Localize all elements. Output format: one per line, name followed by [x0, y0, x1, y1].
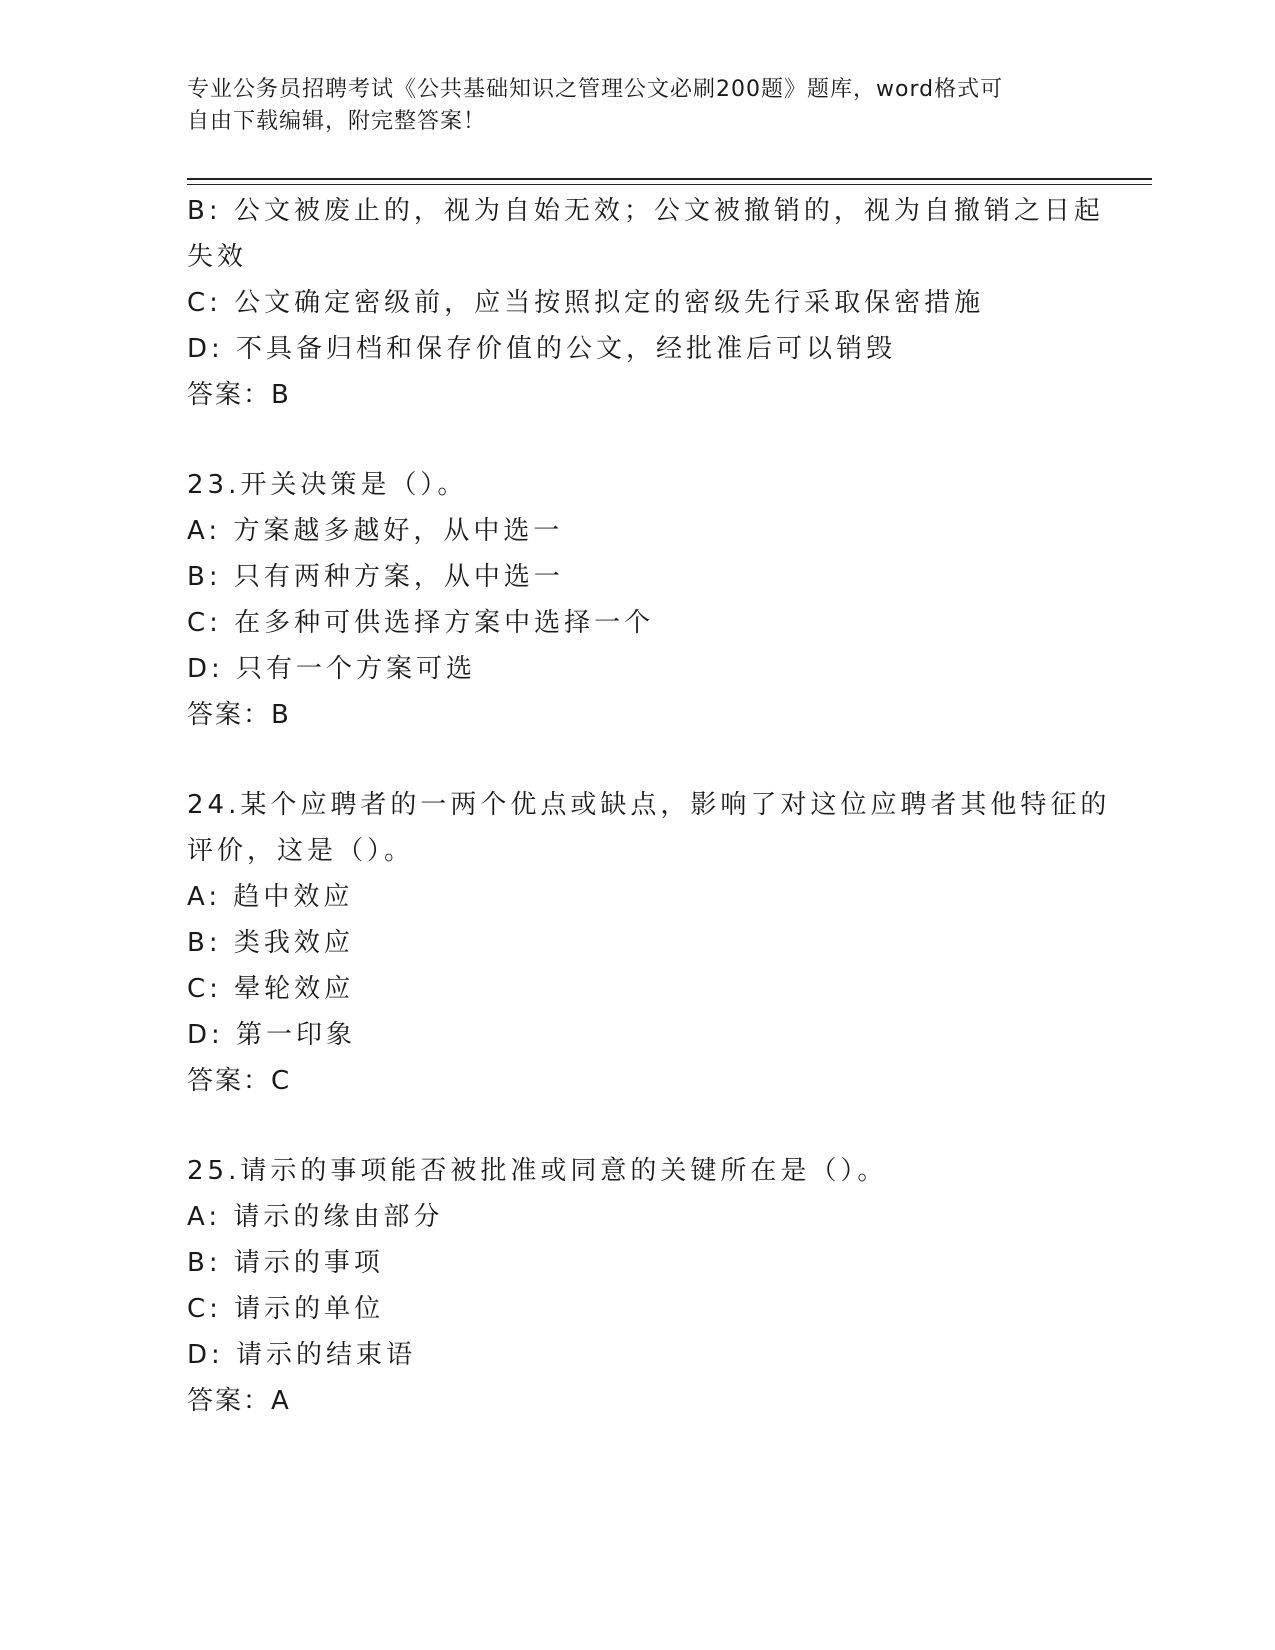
option-b: B: 请示的事项 [187, 1248, 384, 1278]
question-block-continued [187, 188, 1104, 418]
option-b: B: 类我效应 [187, 928, 354, 958]
option-a: A: 请示的缘由部分 [187, 1202, 444, 1232]
option-line: B: 公文被废止的，视为自始无效；公文被撤销的，视为自撤销之日起 [187, 196, 1104, 226]
question-stem: 24.某个应聘者的一两个优点或缺点，影响了对这位应聘者其他特征的 [187, 790, 1111, 820]
option-c: C: 在多种可供选择方案中选择一个 [187, 608, 655, 638]
option-b: B: 只有两种方案，从中选一 [187, 562, 564, 592]
option-a: A: 方案越多越好，从中选一 [187, 516, 564, 546]
header-divider-thin [187, 184, 1152, 185]
answer-line: 答案：B [187, 700, 291, 730]
header-divider-thick [187, 178, 1152, 180]
document-header [187, 74, 1067, 138]
answer-line: 答案：C [187, 1066, 292, 1096]
option-line: C: 公文确定密级前，应当按照拟定的密级先行采取保密措施 [187, 288, 985, 318]
option-d: D: 请示的结束语 [187, 1340, 417, 1370]
header-line-1: 专业公务员招聘考试《公共基础知识之管理公文必刷200题》题库，word格式可 [187, 77, 1004, 102]
option-line-wrap: 失效 [187, 242, 248, 272]
option-c: C: 请示的单位 [187, 1294, 385, 1324]
option-a: A: 趋中效应 [187, 882, 354, 912]
answer-line: 答案：B [187, 380, 291, 410]
question-block-24 [187, 782, 1111, 1104]
option-d: D: 只有一个方案可选 [187, 654, 477, 684]
question-stem: 23.开关决策是（）。 [187, 470, 468, 500]
document-body [187, 188, 1111, 1424]
option-line: D: 不具备归档和保存价值的公文，经批准后可以销毁 [187, 334, 897, 364]
question-stem: 25.请示的事项能否被批准或同意的关键所在是（）。 [187, 1156, 888, 1186]
question-stem-wrap: 评价，这是（）。 [187, 836, 415, 866]
answer-line: 答案：A [187, 1386, 291, 1416]
option-c: C: 晕轮效应 [187, 974, 355, 1004]
question-block-23 [187, 462, 1087, 738]
question-block-25 [187, 1148, 1087, 1424]
header-line-2: 自由下载编辑，附完整答案！ [187, 109, 487, 134]
option-d: D: 第一印象 [187, 1020, 357, 1050]
